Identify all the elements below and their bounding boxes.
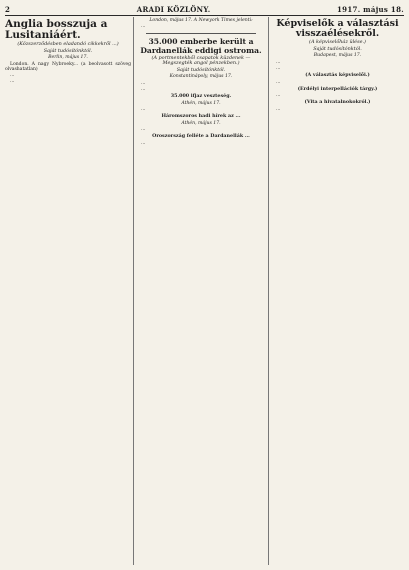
dateline: Athén, május 17.	[181, 120, 221, 126]
paragraph: ...	[276, 93, 281, 99]
byline: Saját tudósítónktól.	[43, 47, 93, 54]
page-header	[5, 3, 404, 15]
paragraph: ...	[141, 140, 146, 146]
column-3	[271, 17, 404, 565]
dateline: Berlin, május 17.	[48, 55, 88, 61]
article-subheadline: (A portmentekből csapatok küzdenek — Megszegték angol pénzekben.)	[151, 54, 251, 67]
article-headline: 35.000 emberbe került a Dardanellák eddigi ostroma.	[140, 36, 262, 55]
article-subtitle: (A képviselőház ülése.)	[309, 39, 366, 45]
dateline: Budapest, május 17.	[313, 53, 362, 59]
section-heading: (Erdélyi interpellációk tárgy.)	[297, 85, 378, 92]
section-heading: Oroszország felléte a Dardanellák ...	[152, 133, 250, 140]
paragraph: ...	[276, 59, 281, 65]
dateline: Athén, május 17.	[181, 100, 221, 106]
paragraph: ...	[276, 65, 281, 71]
paragraph: ...	[141, 127, 146, 133]
paragraph: London. A nagy Nybroeky... (a beolvasott szöveg olvashatatlan)	[5, 61, 131, 72]
paragraph: ...	[141, 24, 146, 30]
column-rule	[133, 17, 134, 565]
header-rule	[5, 15, 404, 16]
masthead: ARADI KÖZLÖNY.	[136, 4, 211, 14]
dateline: London, május 17. A Newyork Times jelenti:	[149, 18, 253, 23]
byline: Saját tudósítónktól.	[313, 45, 362, 52]
article-title: Képviselők a választási visszaélésekről.	[276, 18, 399, 39]
article-divider	[146, 33, 256, 34]
paragraph: ...	[141, 107, 146, 113]
dateline: Konstantinápoly, május 17.	[169, 74, 233, 80]
column-2	[136, 17, 266, 565]
section-heading: (A választás képviselői.)	[305, 71, 370, 78]
section-heading: 35.000 ifjaz veszteség.	[170, 93, 232, 100]
paragraph: ...	[10, 72, 15, 78]
column-rule	[268, 17, 269, 565]
section-heading: (Vita a hivatalnokokról.)	[304, 99, 371, 106]
section-heading: Háromszoros hadi hírek az ...	[161, 113, 241, 120]
paragraph: ...	[10, 79, 15, 85]
column-1	[5, 17, 131, 565]
paragraph: ...	[141, 80, 146, 86]
page-number: 2	[5, 4, 11, 14]
byline: Saját tudósítónktól.	[176, 66, 226, 73]
paragraph: ...	[276, 107, 281, 112]
issue-date: 1917. május 18.	[337, 4, 404, 14]
paragraph: ...	[276, 79, 281, 85]
paragraph: ...	[141, 86, 146, 92]
article-title: Anglia bosszuja a Lusitaniáért.	[5, 18, 108, 41]
article-subtitle: (Közszerződésben eladandó cikkekről ...)	[17, 41, 119, 47]
